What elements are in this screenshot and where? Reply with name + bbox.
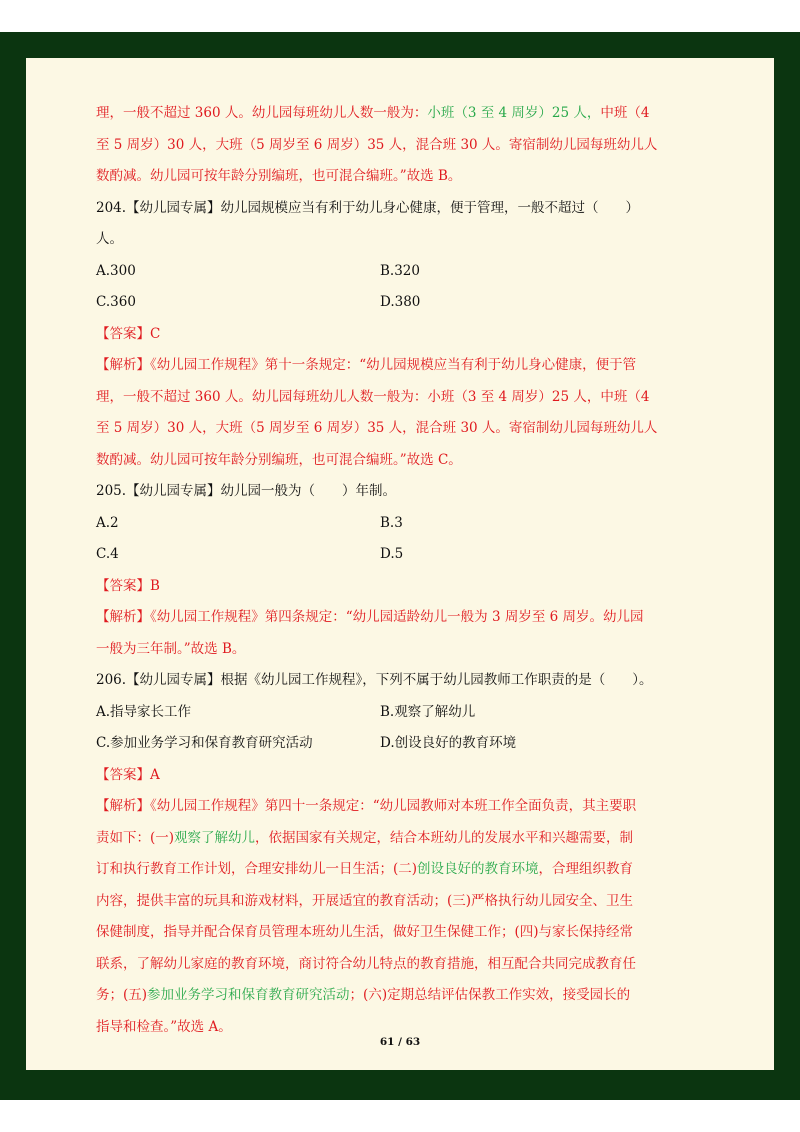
q203-explanation-line: 数酌减。幼儿园可按年龄分别编班，也可混合编班。”故选 B。 — [96, 168, 462, 184]
q205-option-a: A.2 — [96, 514, 119, 531]
q206-explanation-line: 保健制度，指导并配合保育员管理本班幼儿生活，做好卫生保健工作；(四)与家长保持经常 — [96, 924, 634, 940]
q204-options-row — [96, 287, 688, 319]
q204-option-d: D.380 — [380, 294, 421, 310]
q204-explanation-line: 至 5 周岁）30 人，大班（5 周岁至 6 周岁）35 人，混合班 30 人。寄宿制幼儿园每班幼儿人 — [96, 420, 658, 436]
q206-option-c: C.参加业务学习和保育教育研究活动 — [96, 735, 313, 751]
q203-explanation-line: 至 5 周岁）30 人，大班（5 周岁至 6 周岁）35 人，混合班 30 人。寄宿制幼儿园每班幼儿人 — [96, 136, 658, 153]
page-number: 61 / 63 — [379, 1036, 421, 1048]
q206-explanation-line: 订和执行教育工作计划，合理安排幼儿一日生活；(二)创设良好的教育环境，合理组织教育 — [96, 861, 634, 877]
q204-explanation-line: 理，一般不超过 360 人。幼儿园每班幼儿人数一般为：小班（3 至 4 周岁）25 人，中班（4 — [96, 388, 650, 405]
q204-stem-cont: 人。 — [96, 231, 123, 247]
q206-answer: 【答案】A — [96, 766, 160, 783]
q206-option-d: D.创设良好的教育环境 — [380, 735, 517, 751]
q204-answer: 【答案】C — [96, 325, 161, 342]
q206-option-a: A.指导家长工作 — [96, 703, 192, 720]
q204-explanation-line: 数酌减。幼儿园可按年龄分别编班，也可混合编班。”故选 C。 — [96, 451, 462, 468]
q206-explanation-line: 务；(五)参加业务学习和保育教育研究活动；(六)定期总结评估保教工作实效，接受园长的 — [96, 987, 631, 1003]
q205-option-c: C.4 — [96, 546, 119, 562]
q206-options-row — [96, 728, 688, 760]
q206-stem: 206.【幼儿园专属】根据《幼儿园工作规程》，下列不属于幼儿园教师工作职责的是（ ）。 — [96, 672, 653, 688]
q205-explanation-line: 【解析】《幼儿园工作规程》第四条规定：“幼儿园适龄幼儿一般为 3 周岁至 6 周岁。幼儿园 — [96, 609, 644, 625]
document-content — [96, 98, 688, 1043]
q204-stem: 204.【幼儿园专属】幼儿园规模应当有利于幼儿身心健康，便于管理，一般不超过（ ） — [96, 199, 640, 216]
q205-options-row — [96, 539, 688, 571]
q206-options-row — [96, 697, 688, 729]
q204-options-row — [96, 256, 688, 288]
q204-option-c: C.360 — [96, 294, 136, 310]
q206-explanation-line: 指导和检查。”故选 A。 — [96, 1018, 232, 1035]
q203-explanation-line: 理，一般不超过 360 人。幼儿园每班幼儿人数一般为：小班（3 至 4 周岁）25 人，中班（4 — [96, 105, 650, 121]
q206-explanation-line: 【解析】《幼儿园工作规程》第四十一条规定：“幼儿园教师对本班工作全面负责，其主要职 — [96, 798, 637, 814]
q205-stem: 205.【幼儿园专属】幼儿园一般为（ ）年制。 — [96, 483, 397, 499]
q204-explanation-line: 【解析】《幼儿园工作规程》第十一条规定：“幼儿园规模应当有利于幼儿身心健康，便于管 — [96, 357, 637, 373]
q205-option-b: B.3 — [380, 514, 403, 531]
q206-explanation-line: 责如下：(一)观察了解幼儿，依据国家有关规定，结合本班幼儿的发展水平和兴趣需要，制 — [96, 829, 634, 846]
q205-option-d: D.5 — [380, 546, 404, 562]
q204-option-a: A.300 — [96, 262, 136, 279]
q205-explanation-line: 一般为三年制。”故选 B。 — [96, 640, 246, 657]
q206-option-b: B.观察了解幼儿 — [380, 703, 476, 720]
q205-answer: 【答案】B — [96, 577, 160, 594]
q206-explanation-line: 内容，提供丰富的玩具和游戏材料，开展适宜的教育活动；(三)严格执行幼儿园安全、卫生 — [96, 892, 634, 909]
q205-options-row — [96, 508, 688, 540]
q206-explanation-line: 联系，了解幼儿家庭的教育环境，商讨符合幼儿特点的教育措施，相互配合共同完成教育任 — [96, 955, 636, 972]
q204-option-b: B.320 — [380, 262, 420, 279]
